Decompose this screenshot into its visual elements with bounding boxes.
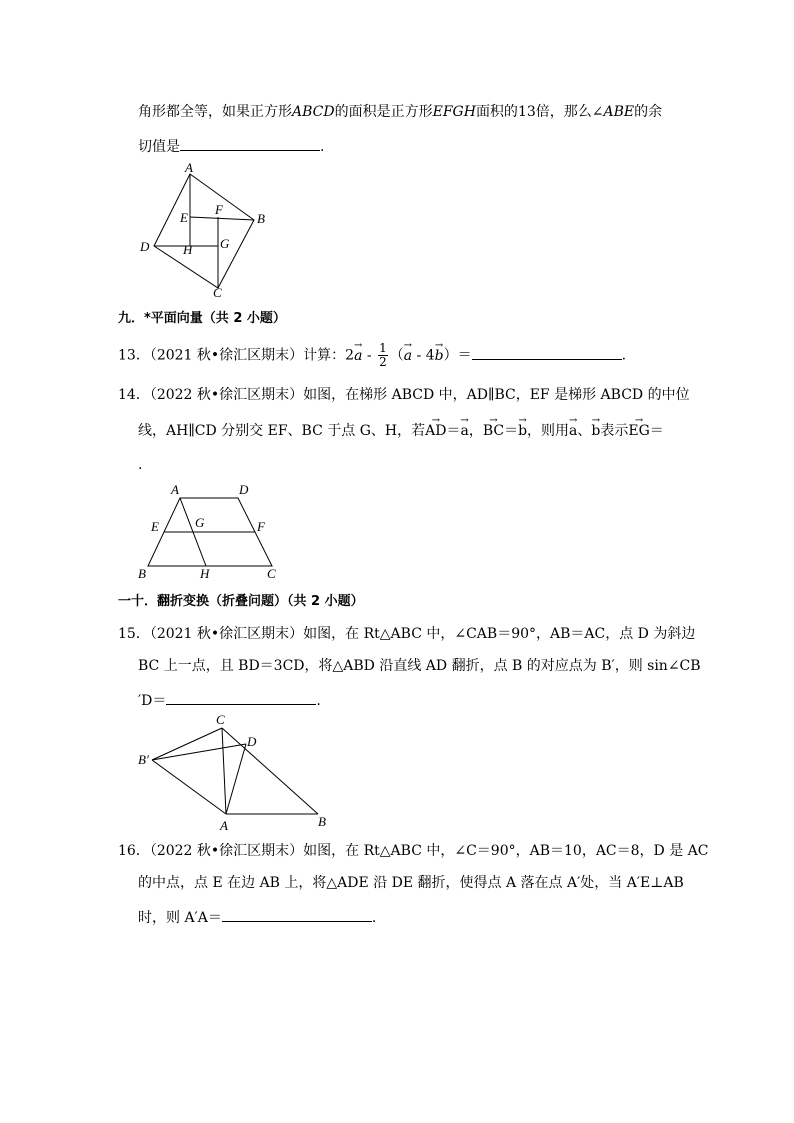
- line-AC: [222, 728, 226, 814]
- q12-answer-blank[interactable]: [180, 134, 320, 151]
- label-H: H: [200, 566, 210, 581]
- q12-square-figure: [130, 160, 290, 300]
- label-Bp: B′: [138, 752, 149, 767]
- line-BpC: [152, 728, 222, 760]
- q15-text-line3: ′D＝ .: [138, 688, 321, 711]
- line-BpA: [152, 760, 226, 814]
- q12-text-line1: 角形都全等，如果正方形ABCD的面积是正方形EFGH面积的13倍，那么∠ABE的余: [138, 104, 663, 120]
- label-G: G: [195, 515, 205, 530]
- label-C: C: [267, 566, 276, 581]
- label-B: B: [257, 211, 265, 226]
- label-A: A: [220, 818, 228, 833]
- q14-text-line2: 线，AH∥CD 分别交 EF、BC 于点 G、H，若→ AD＝→ a，→ BC＝→ b，则用→ a、→ b表示→ EG＝: [138, 421, 664, 441]
- q16-text-line1: 16．（2022 秋•徐汇区期末）如图，在 Rt△ABC 中，∠C＝90°，AB＝10，AC＝8，D 是 AC: [118, 843, 709, 859]
- q16-answer-blank[interactable]: [222, 905, 372, 922]
- line-AD: [226, 744, 246, 814]
- label-E: E: [151, 519, 159, 534]
- label-A: A: [171, 482, 179, 497]
- label-F: F: [215, 202, 223, 217]
- q13-answer-blank[interactable]: [472, 343, 622, 360]
- q16-text-line2: 的中点，点 E 在边 AB 上，将△ADE 沿 DE 翻折，使得点 A 落在点 A′处，当 A′E⊥AB: [138, 875, 684, 891]
- label-D: D: [239, 482, 249, 497]
- label-C: C: [216, 712, 225, 727]
- label-C: C: [213, 285, 222, 300]
- label-G: G: [220, 236, 230, 251]
- square-ABCD: [154, 174, 254, 288]
- line-BpD: [152, 744, 246, 760]
- q15-text-line2: BC 上一点，且 BD＝3CD，将△ABD 沿直线 AD 翻折，点 B 的对应点为 B′，则 sin∠CB: [138, 658, 701, 674]
- section-9-title: 九．*平面向量（共 2 小题）: [118, 311, 286, 326]
- label-B: B: [318, 814, 326, 829]
- line-EB: [190, 217, 254, 220]
- section-10-title: 一十．翻折变换（折叠问题）（共 2 小题）: [118, 594, 364, 609]
- label-D: D: [247, 734, 257, 749]
- q15-text-line1: 15．（2021 秋•徐汇区期末）如图，在 Rt△ABC 中，∠CAB＝90°，AB＝AC，点 D 为斜边: [118, 626, 696, 642]
- q14-text-line3: .: [138, 457, 143, 473]
- q15-answer-blank[interactable]: [166, 688, 316, 705]
- q13-text: 13．（2021 秋•徐汇区期末）计算：2→ a - $\frac{1}{2}$ （→ a - 4→ b）＝ .: [118, 342, 626, 369]
- label-B: B: [138, 566, 146, 581]
- q14-trapezoid-figure: [130, 480, 290, 580]
- q15-fold-figure: [130, 710, 340, 835]
- q12-text-line2: 切值是 .: [138, 134, 324, 157]
- label-H: H: [183, 242, 193, 257]
- label-A: A: [185, 160, 193, 175]
- label-D: D: [140, 239, 150, 254]
- label-E: E: [180, 210, 188, 225]
- label-F: F: [257, 519, 265, 534]
- line-CB: [222, 728, 318, 814]
- q16-text-line3: 时，则 A′A＝ .: [138, 905, 376, 928]
- q14-text-line1: 14．（2022 秋•徐汇区期末）如图，在梯形 ABCD 中，AD∥BC，EF 是梯形 ABCD 的中位: [118, 387, 690, 403]
